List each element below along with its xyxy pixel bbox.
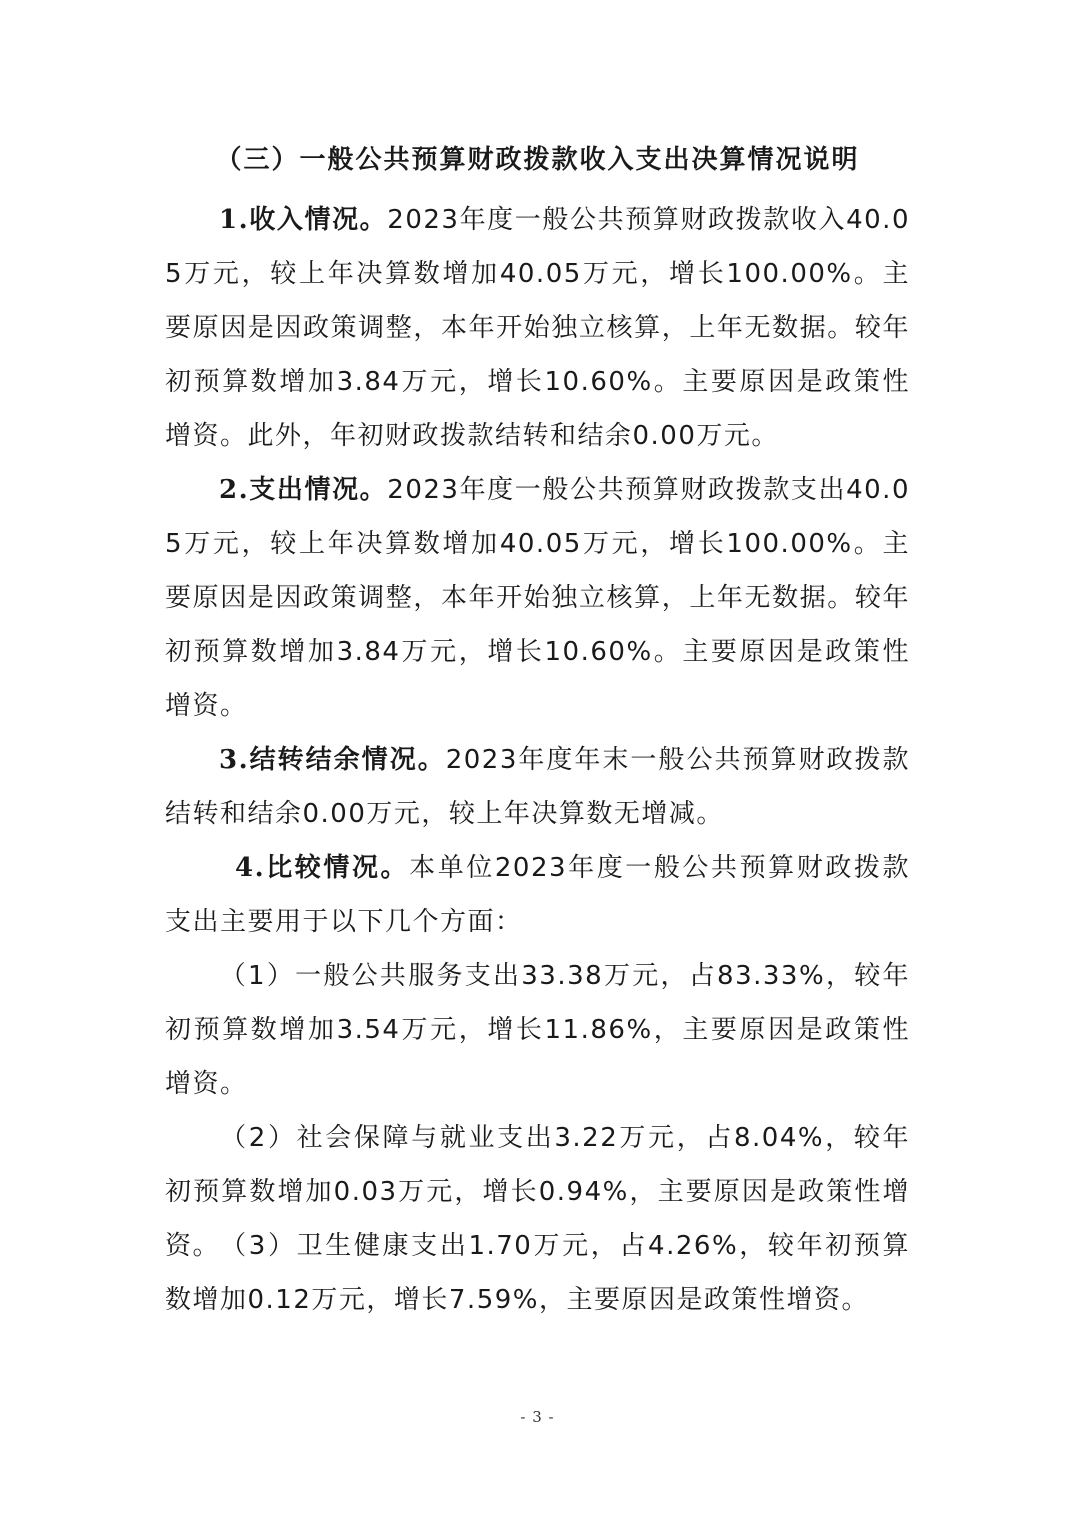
paragraph-lead: 4.比较情况。 xyxy=(235,853,410,883)
paragraph-carryover xyxy=(165,733,910,841)
section-heading: （三）一般公共预算财政拨款收入支出决算情况说明 xyxy=(215,145,860,175)
paragraph-body: 2023年度一般公共预算财政拨款收入40.05万元，较上年决算数增加40.05万元，增长100.00%。主要原因是因政策调整，本年开始独立核算，上年无数据。较年初预算数增加3.84万元，增长10.60%。主要原因是政策性增资。此外，年初财政拨款结转和结余0.00万元。 xyxy=(165,205,910,451)
paragraph-comparison xyxy=(165,841,910,949)
paragraph-body: 2023年度一般公共预算财政拨款支出40.05万元，较上年决算数增加40.05万元，增长100.00%。主要原因是因政策调整，本年开始独立核算，上年无数据。较年初预算数增加3.84万元，增长10.60%。主要原因是政策性增资。 xyxy=(165,475,910,721)
paragraph-lead: 1.收入情况。 xyxy=(219,205,388,235)
paragraph-expenditure xyxy=(165,463,910,733)
paragraph-lead: 3.结转结余情况。 xyxy=(219,745,446,775)
paragraph-body: （2）社会保障与就业支出3.22万元，占8.04%，较年初预算数增加0.03万元，增长0.94%，主要原因是政策性增资。 xyxy=(165,1123,910,1261)
paragraph-item-1 xyxy=(165,949,910,1111)
paragraph-body: 2023年度年末一般公共预算财政拨款结转和结余0.00万元，较上年决算数无增减。 xyxy=(165,745,910,829)
paragraph-income xyxy=(165,193,910,463)
paragraph-item-3 xyxy=(165,1219,910,1327)
paragraph-body: 本单位2023年度一般公共预算财政拨款支出主要用于以下几个方面： xyxy=(165,853,910,937)
page-number: - 3 - xyxy=(520,1408,555,1426)
paragraph-body: （1）一般公共服务支出33.38万元，占83.33%，较年初预算数增加3.54万元，增长11.86%，主要原因是政策性增资。 xyxy=(165,961,910,1099)
paragraph-body: （3）卫生健康支出1.70万元，占4.26%，较年初预算数增加0.12万元，增长7.59%，主要原因是政策性增资。 xyxy=(165,1231,910,1315)
paragraph-lead: 2.支出情况。 xyxy=(219,475,388,505)
